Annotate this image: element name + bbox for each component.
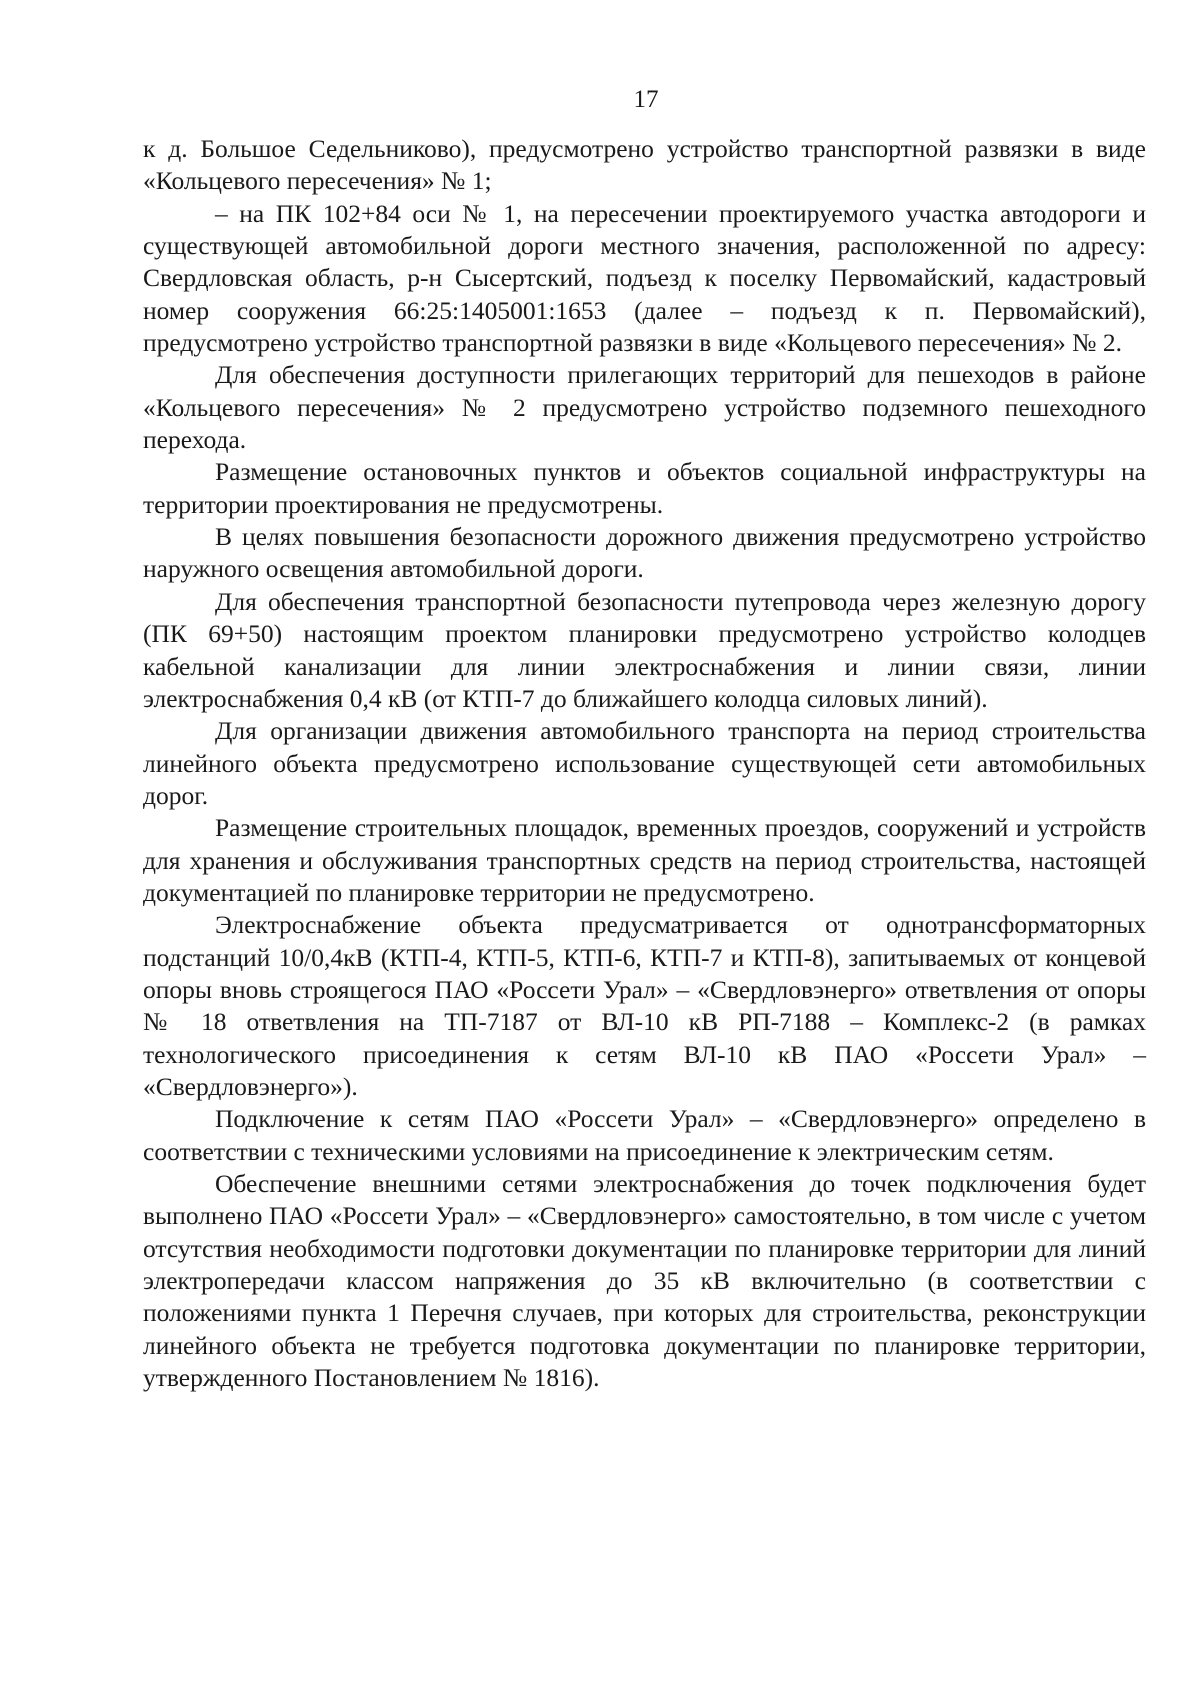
paragraph-continuation: к д. Большое Седельниково), предусмотрено устройство транспортной развязки в виде «Кольцевого пересечения» № 1; [143,134,1146,196]
paragraph-list-item: – на ПК 102+84 оси № 1, на пересечении проектируемого участка автодороги и существующей автомобильной дороги местного значения, расположенной по адресу: Свердловская область, р-н Сысертский, подъезд к поселку Первомайский, кадастровый номер сооружения 66:25:1405001:1653 (далее – подъезд к п. Первомайский), предусмотрено устройство транспортной развязки в виде «Кольцевого пересечения» № 2. [143,198,1146,358]
paragraph: Размещение строительных площадок, временных проездов, сооружений и устройств для хранения и обслуживания транспортных средств на период строительства, настоящей документацией по планировке территории не предусмотрено. [143,813,1146,907]
paragraph: Обеспечение внешними сетями электроснабжения до точек подключения будет выполнено ПАО «Россети Урал» – «Свердловэнерго» самостоятельно, в том числе с учетом отсутствия необходимости подготовки документации по планировке территории для линий электропередачи классом напряжения до 35 кВ включительно (в соответствии с положениями пункта 1 Перечня случаев, при которых для строительства, реконструкции линейного объекта не требуется подготовка документации по планировке территории, утвержденного Постановлением № 1816). [143,1169,1146,1393]
paragraph: Для обеспечения транспортной безопасности путепровода через железную дорогу (ПК 69+50) настоящим проектом планировки предусмотрено устройство колодцев кабельной канализации для линии электроснабжения и линии связи, линии электроснабжения 0,4 кВ (от КТП-7 до ближайшего колодца силовых линий). [143,586,1146,713]
paragraph: Электроснабжение объекта предусматривается от однотрансформаторных подстанций 10/0,4кВ (КТП-4, КТП-5, КТП-6, КТП-7 и КТП-8), запитываемых от концевой опоры вновь строящегося ПАО «Россети Урал» – «Свердловэнерго» ответвления от опоры № 18 ответвления на ТП-7187 от ВЛ-10 кВ РП-7188 – Комплекс-2 (в рамках технологического присоединения к сетям ВЛ-10 кВ ПАО «Россети Урал» – «Свердловэнерго»). [143,910,1146,1101]
paragraph: Размещение остановочных пунктов и объектов социальной инфраструктуры на территории проектирования не предусмотрены. [143,457,1146,519]
paragraph: Для организации движения автомобильного транспорта на период строительства линейного объекта предусмотрено использование существующей сети автомобильных дорог. [143,716,1146,810]
paragraph: Для обеспечения доступности прилегающих территорий для пешеходов в районе «Кольцевого пересечения» № 2 предусмотрено устройство подземного пешеходного перехода. [143,360,1146,455]
document-body [143,133,1146,1394]
page-number: 17 [633,86,659,113]
paragraph: Подключение к сетям ПАО «Россети Урал» – «Свердловэнерго» определено в соответствии с техническими условиями на присоединение к электрическим сетям. [143,1104,1146,1166]
paragraph: В целях повышения безопасности дорожного движения предусмотрено устройство наружного освещения автомобильной дороги. [143,522,1146,584]
